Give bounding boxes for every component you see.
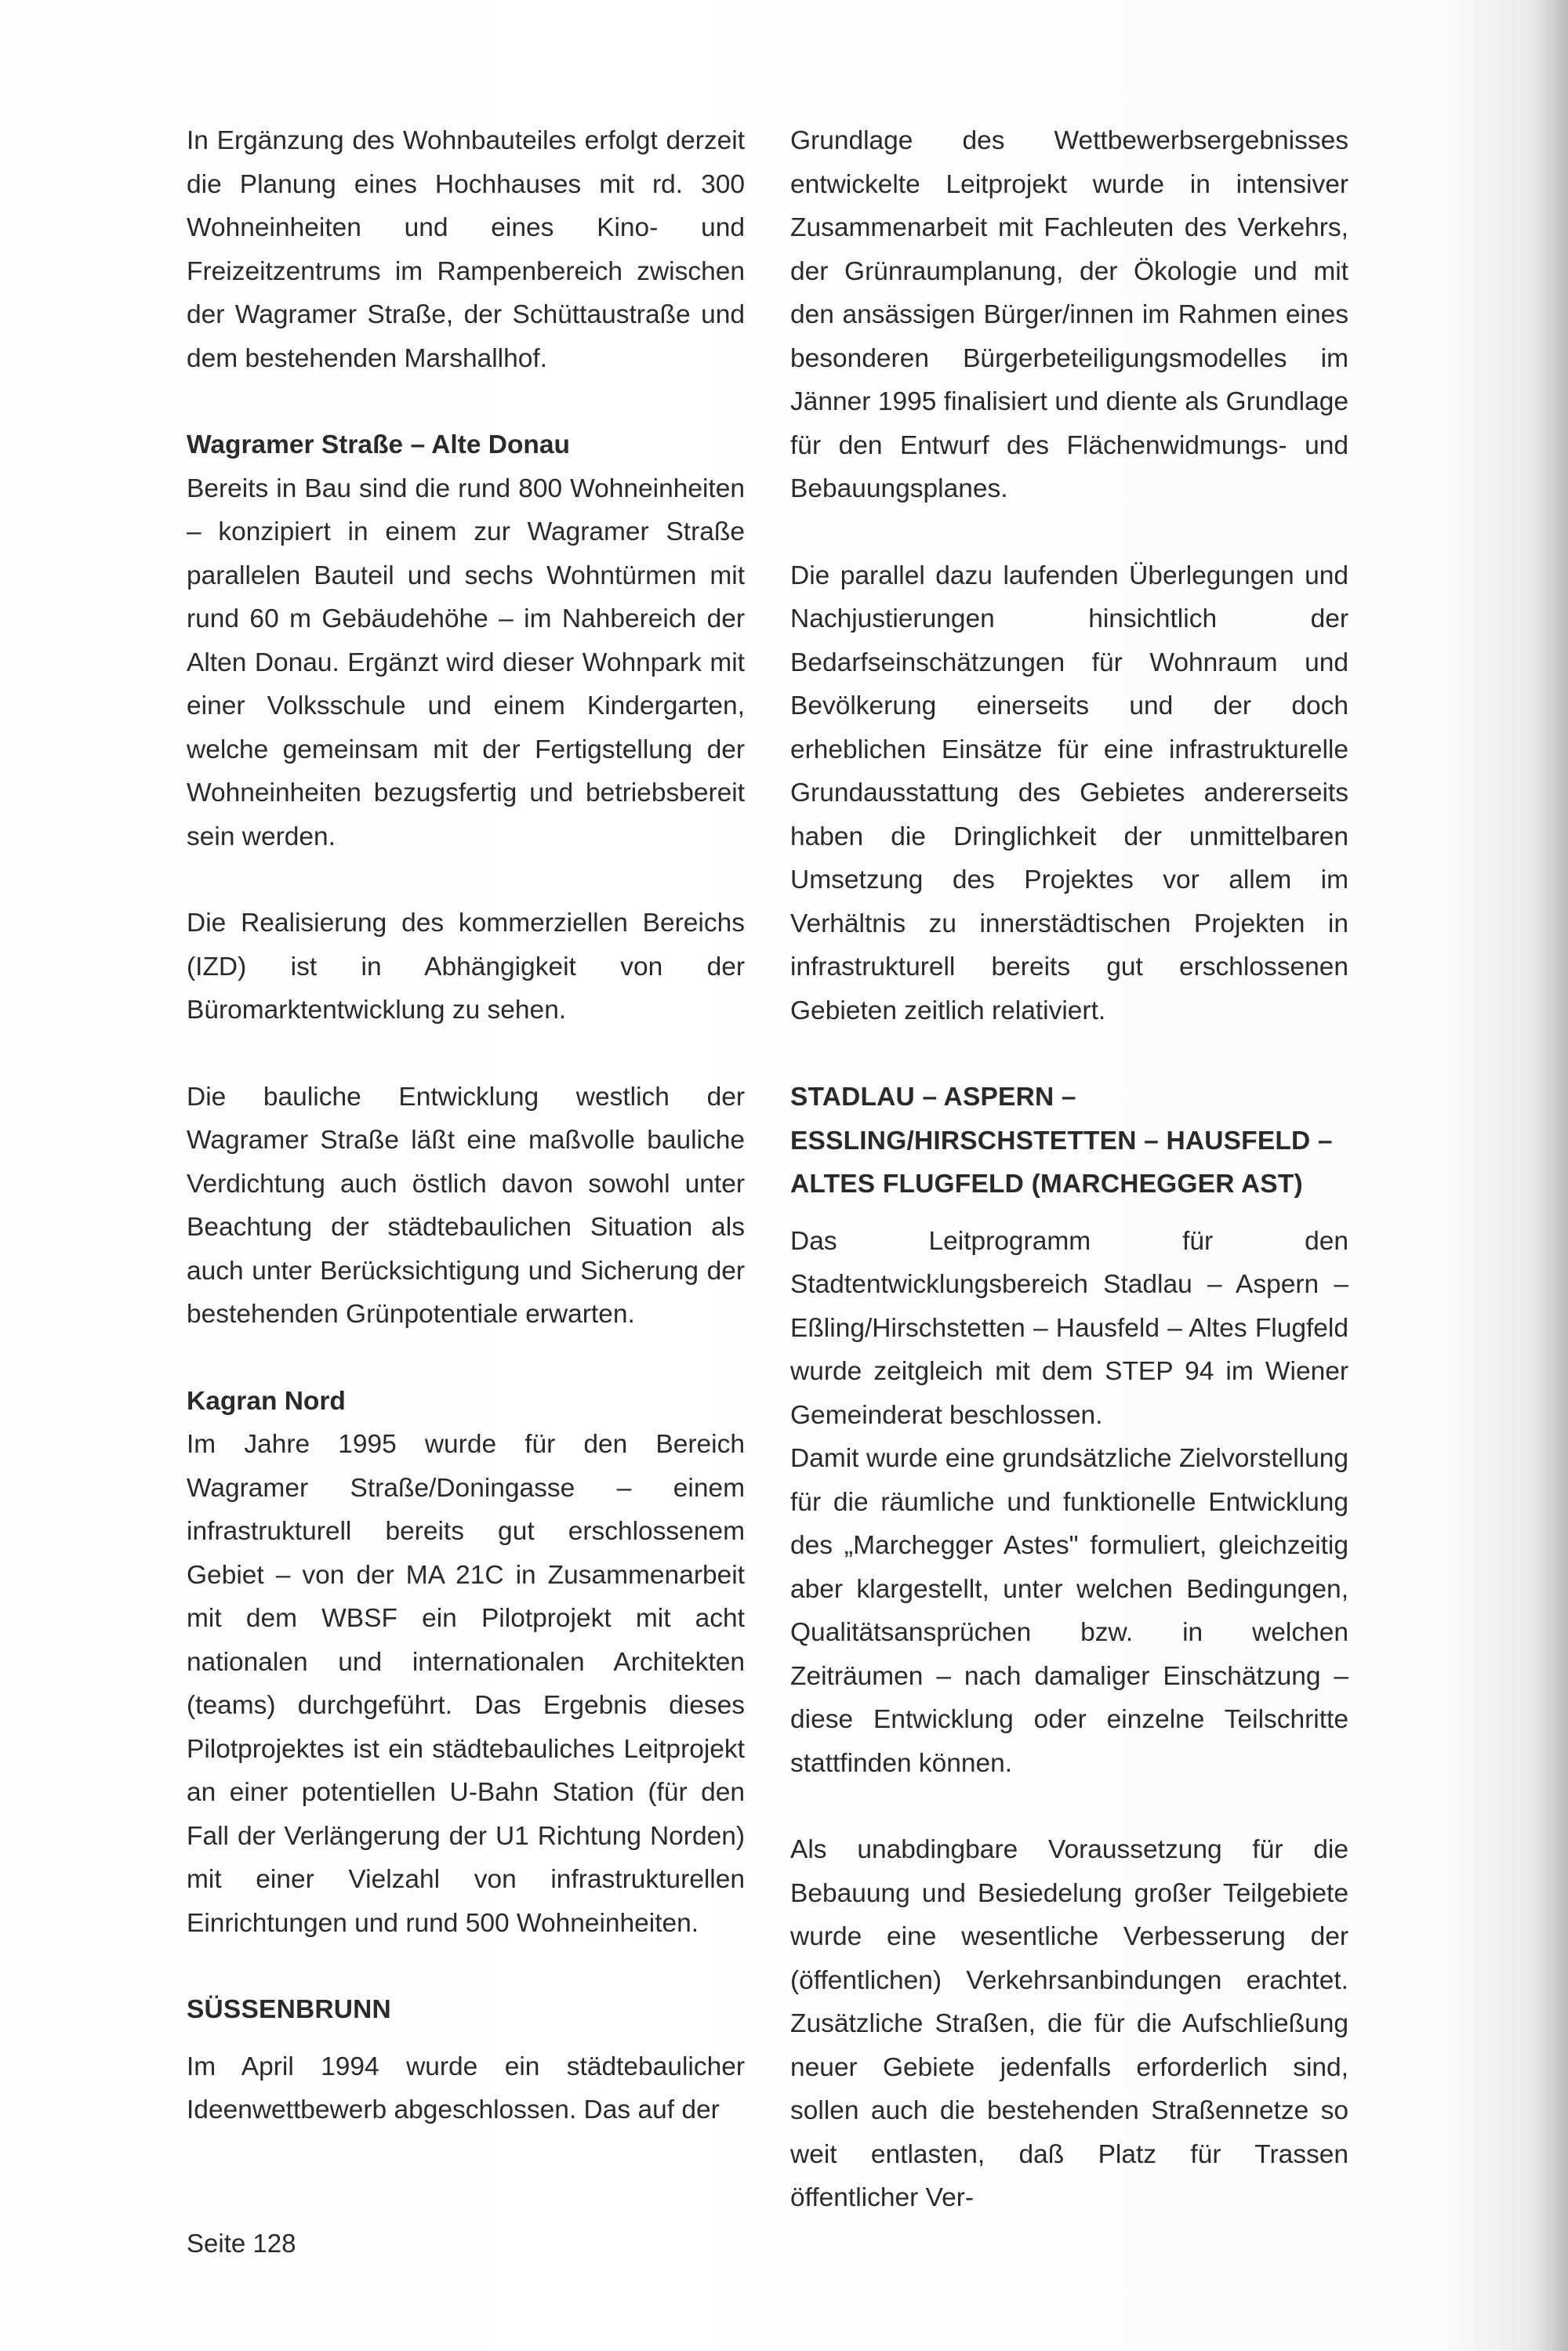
paragraph: Bereits in Bau sind die rund 800 Wohneinheiten – konzipiert in einem zur Wagramer Straße parallelen Bauteil und sechs Wohntürmen mit rund 60 m Gebäudehöhe – im Nahbereich der Alten Donau. Ergänzt wird dieser Wohnpark mit einer Volksschule und einem Kindergarten, welche gemeinsam mit der Fertigstellung der Wohneinheiten bezugsfertig und betriebsbereit sein werden. [187, 473, 745, 851]
paragraph: Als unabdingbare Voraussetzung für die Bebauung und Besiedelung großer Teilgebiete wurde eine wesentliche Verbesserung der (öffentlichen) Verkehrsanbindungen erachtet. Zusätzliche Straßen, die für die Aufschließung neuer Gebiete jedenfalls erforderlich sind, sollen auch die bestehenden Straßennetze so weit entlasten, daß Platz für Trassen öffentlicher Ver- [790, 1835, 1348, 2212]
paragraph: Die bauliche Entwicklung westlich der Wagramer Straße läßt eine maßvolle bauliche Verdichtung auch östlich davon sowohl unter Beachtung der städtebaulichen Situation als auch unter Berücksichtigung und Sicherung der bestehenden Grünpotentiale erwarten. [187, 1082, 745, 1329]
section-heading-stadlau-aspern: STADLAU – ASPERN – ESSLING/HIRSCHSTETTEN – HAUSFELD – ALTES FLUGFELD (MARCHEGGER AST) [790, 1083, 1333, 1199]
paragraph: Im April 1994 wurde ein städtebaulicher Ideenwettbewerb abgeschlossen. Das auf der [187, 2052, 745, 2124]
paragraph: Im Jahre 1995 wurde für den Bereich Wagramer Straße/Doningasse – einem infrastrukturell bereits gut erschlossenem Gebiet – von der MA 21C in Zusammenarbeit mit dem WBSF ein Pilotprojekt mit acht nationalen und internationalen Architekten (teams) durchgeführt. Das Ergebnis dieses Pilotprojektes ist ein städtebauliches Leitprojekt an einer potentiellen U-Bahn Station (für den Fall der Verlängerung der U1 Richtung Norden) mit einer Vielzahl von infrastrukturellen Einrichtungen und rund 500 Wohneinheiten. [187, 1430, 745, 1938]
section-heading-suessenbrunn: SÜSSENBRUNN [187, 1995, 391, 2024]
section-heading-wagramer-strasse: Wagramer Straße – Alte Donau [187, 430, 570, 459]
section-heading-kagran-nord: Kagran Nord [187, 1386, 346, 1416]
left-column [187, 119, 745, 2132]
page-binding-shadow [1540, 0, 1568, 2351]
page-number: Seite 128 [187, 2229, 296, 2258]
paragraph: Damit wurde eine grundsätzliche Zielvorstellung für die räumliche und funktionelle Entwicklung des „Marchegger Astes" formuliert, gleichzeitig aber klargestellt, unter welchen Bedingungen, Qualitätsansprüchen bzw. in welchen Zeiträumen – nach damaliger Einschätzung – diese Entwicklung oder einzelne Teilschritte stattfinden können. [790, 1444, 1348, 1778]
paragraph: Die parallel dazu laufenden Überlegungen und Nachjustierungen hinsichtlich der Bedarfseinschätzungen für Wohnraum und Bevölkerung einerseits und der doch erheblichen Einsätze für eine infrastrukturelle Grundausstattung des Gebietes andererseits haben die Dringlichkeit der unmittelbaren Umsetzung des Projektes vor allem im Verhältnis zu innerstädtischen Projekten in infrastrukturell bereits gut erschlossenen Gebieten zeitlich relativiert. [790, 561, 1348, 1025]
paragraph: In Ergänzung des Wohnbauteiles erfolgt derzeit die Planung eines Hochhauses mit rd. 300 Wohneinheiten und eines Kino- und Freizeitzentrums im Rampenbereich zwischen der Wagramer Straße, der Schüttaustraße und dem bestehenden Marshallhof. [187, 126, 745, 373]
paragraph: Das Leitprogramm für den Stadtentwicklungsbereich Stadlau – Aspern – Eßling/Hirschstetten – Hausfeld – Altes Flugfeld wurde zeitgleich mit dem STEP 94 im Wiener Gemeinderat beschlossen. [790, 1226, 1348, 1430]
paragraph: Die Realisierung des kommerziellen Bereichs (IZD) ist in Abhängigkeit von der Büromarktentwicklung zu sehen. [187, 909, 745, 1025]
right-column [790, 119, 1348, 2220]
paragraph: Grundlage des Wettbewerbsergebnisses entwickelte Leitprojekt wurde in intensiver Zusammenarbeit mit Fachleuten des Verkehrs, der Grünraumplanung, der Ökologie und mit den ansässigen Bürger/innen im Rahmen eines besonderen Bürgerbeteiligungsmodelles im Jänner 1995 finalisiert und diente als Grundlage für den Entwurf des Flächenwidmungs- und Bebauungsplanes. [790, 126, 1348, 503]
